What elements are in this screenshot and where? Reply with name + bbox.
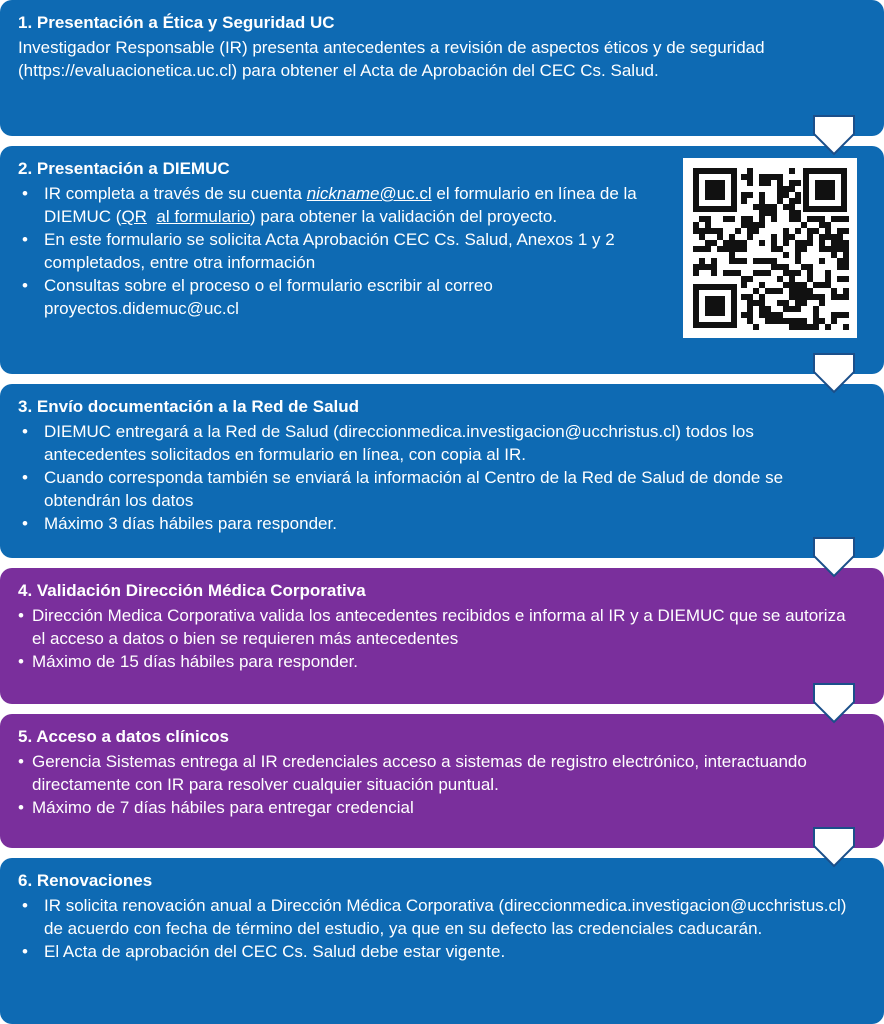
- arrow-down-icon: [812, 826, 856, 868]
- arrow-down-icon: [812, 536, 856, 578]
- step-5-box: [0, 714, 884, 848]
- step-5-bullet-2: • Máximo de 7 días hábiles para entregar credencial: [18, 796, 860, 819]
- qr-link[interactable]: QR: [121, 207, 147, 226]
- step-4-title: 4. Validación Dirección Médica Corporativa: [18, 581, 366, 600]
- step-2-bullet-1: • IR completa a través de su cuenta nickname@uc.cl el formulario en línea de la DIEMUC (QR al formulario) para obtener la validación del proyecto.: [18, 182, 674, 228]
- form-link[interactable]: al formulario: [156, 207, 250, 226]
- step-3-bullet-2: • Cuando corresponda también se enviará la información al Centro de la Red de Salud de donde se obtendrán los datos: [18, 466, 860, 512]
- step-1-description: Investigador Responsable (IR) presenta antecedentes a revisión de aspectos éticos y de seguridad (https://evaluacionetica.uc.cl) para obtener el Acta de Aprobación del CEC Cs. Salud.: [18, 38, 765, 80]
- step-1-title: 1. Presentación a Ética y Seguridad UC: [18, 13, 335, 32]
- user-email-link[interactable]: nickname@uc.cl: [306, 184, 432, 203]
- step-4-box: [0, 568, 884, 704]
- step-4-bullet-1: • Dirección Medica Corporativa valida los antecedentes recibidos e informa al IR y a DIEMUC que se autoriza el acceso a datos o bien se requieren más antecedentes: [18, 604, 860, 650]
- arrow-down-icon: [812, 352, 856, 394]
- step-2-title: 2. Presentación a DIEMUC: [18, 159, 230, 178]
- step-4-bullet-2: • Máximo de 15 días hábiles para responder.: [18, 650, 860, 673]
- step-3-bullet-1: • DIEMUC entregará a la Red de Salud (direccionmedica.investigacion@ucchristus.cl) todos los antecedentes solicitados en formulario en línea, con copia al IR.: [18, 420, 860, 466]
- step-6-bullet-2: • El Acta de aprobación del CEC Cs. Salud debe estar vigente.: [18, 940, 860, 963]
- step-3-bullet-3: • Máximo 3 días hábiles para responder.: [18, 512, 860, 535]
- step-3-box: [0, 384, 884, 558]
- step-6-bullets: [18, 894, 860, 963]
- step-6-title: 6. Renovaciones: [18, 871, 153, 890]
- step-4-bullets: [18, 604, 860, 673]
- step-5-title: 5. Acceso a datos clínicos: [18, 727, 230, 746]
- step-2-bullets: [18, 182, 674, 320]
- step-1-box: [0, 0, 884, 136]
- step-5-bullet-1: • Gerencia Sistemas entrega al IR credenciales acceso a sistemas de registro electrónico, interactuando directamente con IR para resolver cualquier situación puntual.: [18, 750, 860, 796]
- step-2-bullet-2: • En este formulario se solicita Acta Aprobación CEC Cs. Salud, Anexos 1 y 2 completados, entre otra información: [18, 228, 674, 274]
- step-3-title: 3. Envío documentación a la Red de Salud: [18, 397, 360, 416]
- step-5-bullets: [18, 750, 860, 819]
- arrow-down-icon: [812, 114, 856, 156]
- qr-code-icon[interactable]: [683, 158, 857, 338]
- step-6-box: [0, 858, 884, 1024]
- arrow-down-icon: [812, 682, 856, 724]
- step-2-bullet-3: • Consultas sobre el proceso o el formulario escribir al correo proyectos.didemuc@uc.cl: [18, 274, 674, 320]
- step-3-bullets: [18, 420, 860, 535]
- step-6-bullet-1: • IR solicita renovación anual a Dirección Médica Corporativa (direccionmedica.investigacion@ucchristus.cl) de acuerdo con fecha de término del estudio, ya que en su defecto las credenciales caducarán.: [18, 894, 860, 940]
